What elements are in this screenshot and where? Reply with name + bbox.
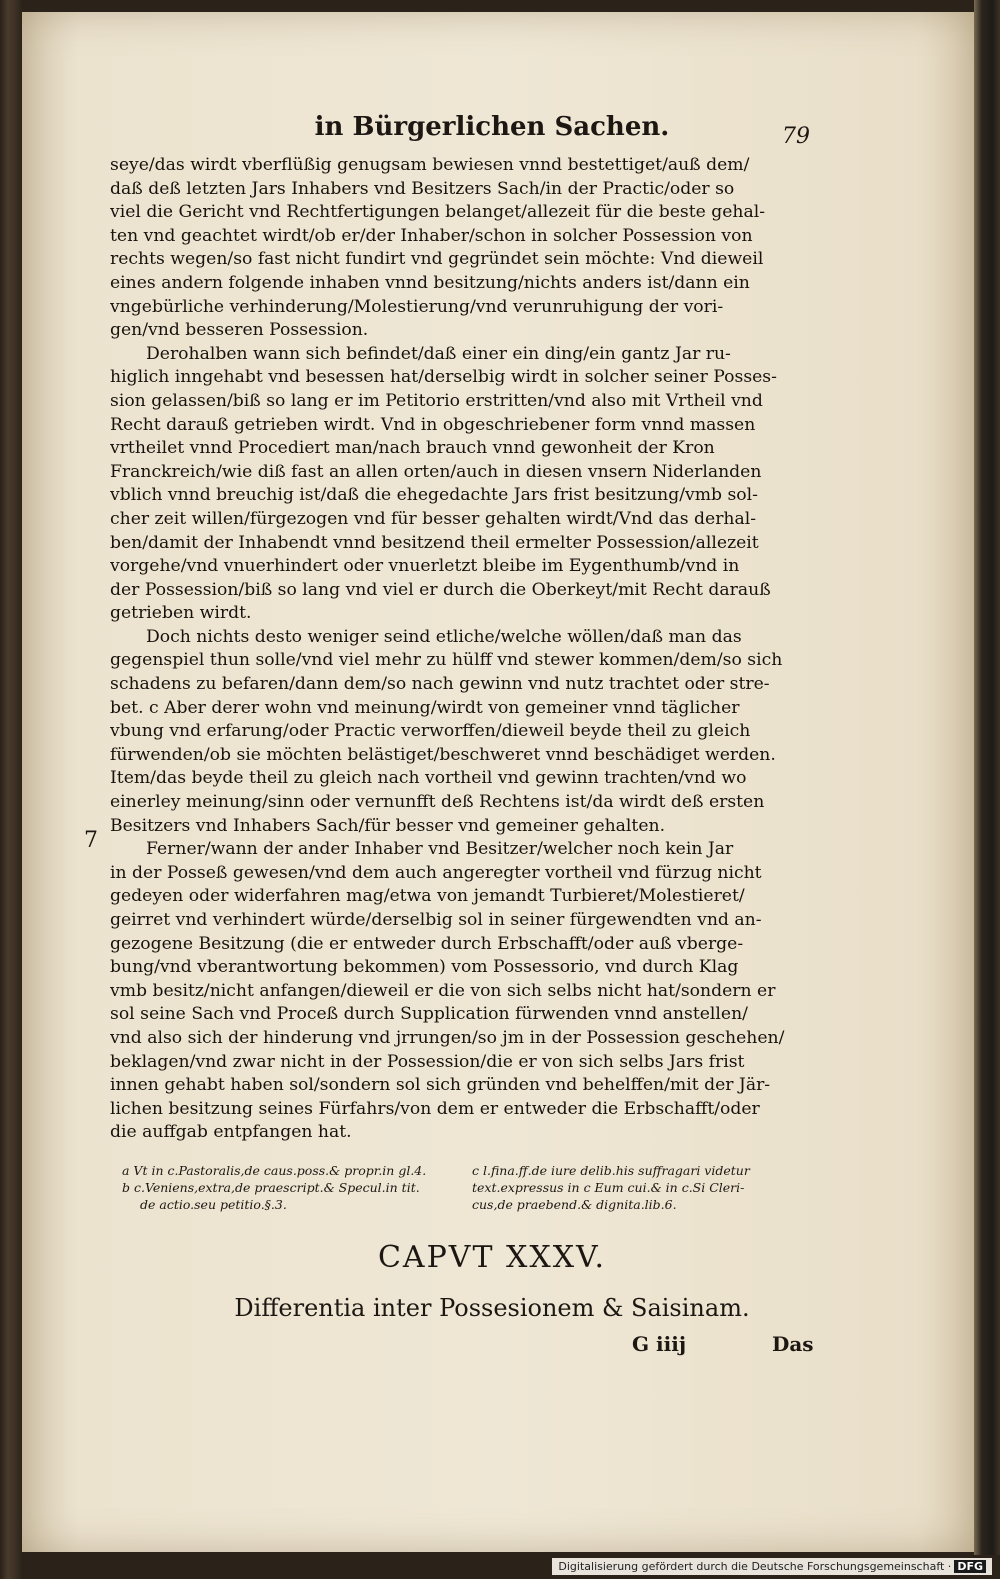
digitization-credit — [552, 1558, 992, 1575]
body-line: Ferner/wann der ander Inhaber vnd Besitzer/welcher noch kein Jar — [146, 839, 734, 860]
book-spine-edge — [974, 0, 1000, 1555]
body-line: vorgehe/vnd vnuerhindert oder vnuerletzt bleibe im Eygenthumb/vnd in — [110, 556, 740, 577]
body-line: eines andern folgende inhaben vnnd besitzung/nichts anders ist/dann ein — [110, 272, 750, 293]
body-line: getrieben wirdt. — [110, 603, 252, 624]
body-line: der Possession/biß so lang vnd viel er durch die Oberkeyt/mit Recht darauß — [110, 579, 771, 600]
dfg-logo: DFG — [954, 1560, 986, 1573]
signature-mark: G iiij — [632, 1332, 687, 1356]
body-line: Besitzers vnd Inhabers Sach/für besser vnd gemeiner gehalten. — [110, 815, 666, 836]
footnote-line: b c.Veniens,extra,de praescript.& Specul.in tit. — [122, 1180, 420, 1195]
body-line: einerley meinung/sinn oder vernunfft deß Rechtens ist/da wirdt deß ersten — [110, 792, 765, 813]
body-line: gedeyen oder widerfahren mag/etwa von jemandt Turbieret/Molestieret/ — [110, 886, 745, 907]
footnote-line: cus,de praebend.& dignita.lib.6. — [472, 1197, 677, 1212]
body-line: ben/damit der Inhabendt vnnd besitzend theil ermelter Possession/allezeit — [110, 532, 759, 553]
body-line: die auffgab entpfangen hat. — [110, 1122, 352, 1143]
chapter-subtitle: Differentia inter Possesionem & Saisinam. — [234, 1294, 750, 1322]
body-line: fürwenden/ob sie möchten belästiget/beschweret vnnd beschädiget werden. — [110, 744, 776, 765]
body-line: geirret vnd verhindert würde/derselbig sol in seiner fürgewendten vnd an- — [110, 910, 762, 930]
body-line: innen gehabt haben sol/sondern sol sich gründen vnd behelffen/mit der Jär- — [110, 1075, 771, 1096]
footnote-line: a Vt in c.Pastoralis,de caus.poss.& propr.in gl.4. — [122, 1163, 427, 1178]
body-line: cher zeit willen/fürgezogen vnd für besser gehalten wirdt/Vnd das derhal- — [110, 508, 757, 529]
body-line: vbung vnd erfarung/oder Practic verworffen/dieweil beyde theil zu gleich — [110, 721, 751, 742]
body-line: viel die Gericht vnd Rechtfertigungen belanget/allezeit für die beste gehal- — [110, 202, 766, 223]
catchword: Das — [772, 1332, 814, 1356]
body-line: rechts wegen/so fast nicht fundirt vnd gegründet sein möchte: Vnd dieweil — [110, 249, 764, 270]
body-line: sion gelassen/biß so lang er im Petitorio erstritten/vnd also mit Vrtheil vnd — [110, 390, 763, 411]
body-line: schadens zu befaren/dann dem/so nach gewinn vnd nutz trachtet oder stre- — [110, 674, 770, 695]
page-number: 79 — [782, 124, 810, 149]
body-line: in der Posseß gewesen/vnd dem auch angeregter vortheil vnd fürzug nicht — [110, 862, 762, 883]
body-line: Item/das beyde theil zu gleich nach vortheil vnd gewinn trachten/vnd wo — [110, 768, 747, 789]
body-line: Doch nichts desto weniger seind etliche/welche wöllen/daß man das — [146, 626, 742, 647]
body-line: sol seine Sach vnd Proceß durch Supplication fürwenden vnnd anstellen/ — [110, 1004, 748, 1025]
body-line: Franckreich/wie diß fast an allen orten/auch in diesen vnsern Niderlanden — [110, 461, 762, 482]
body-line: vmb besitz/nicht anfangen/dieweil er die von sich selbs nicht hat/sondern er — [110, 980, 776, 1001]
running-header: in Bürgerlichen Sachen. — [314, 112, 670, 142]
body-line: gen/vnd besseren Possession. — [110, 320, 369, 341]
body-line: Derohalben wann sich befindet/daß einer ein ding/ein gantz Jar ru- — [146, 343, 731, 364]
book-page — [22, 12, 974, 1552]
body-line: ten vnd geachtet wirdt/ob er/der Inhaber/schon in solcher Possession von — [110, 225, 753, 246]
body-line: bet. c Aber derer wohn vnd meinung/wirdt von gemeiner vnnd täglicher — [110, 697, 740, 718]
chapter-title: CAPVT XXXV. — [377, 1240, 607, 1275]
footnote-line: text.expressus in c Eum cui.& in c.Si Cleri- — [472, 1180, 745, 1195]
body-text — [110, 154, 820, 1145]
margin-number: 7 — [84, 828, 98, 853]
footnotes-left-column — [122, 1162, 462, 1213]
body-line: vnd also sich der hinderung vnd jrrungen/so jm in der Possession geschehen/ — [110, 1027, 785, 1048]
body-line: beklagen/vnd zwar nicht in der Possession/die er von sich selbs Jars frist — [110, 1051, 745, 1072]
body-line: Recht darauß getrieben wirdt. Vnd in obgeschriebener form vnnd massen — [110, 414, 756, 435]
body-line: vngebürliche verhinderung/Molestierung/vnd verunruhigung der vori- — [110, 296, 724, 317]
body-line: vblich vnnd breuchig ist/daß die ehegedachte Jars frist besitzung/vmb sol- — [110, 485, 758, 506]
footnote-line: c l.fina.ff.de iure delib.his suffragari videtur — [472, 1163, 750, 1178]
body-line: gegenspiel thun solle/vnd viel mehr zu hülff vnd stewer kommen/dem/so sich — [110, 650, 783, 671]
body-line: lichen besitzung seines Fürfahrs/von dem er entweder die Erbschafft/oder — [110, 1098, 760, 1119]
body-line: higlich inngehabt vnd besessen hat/derselbig wirdt in solcher seiner Posses- — [110, 367, 777, 388]
body-line: gezogene Besitzung (die er entweder durch Erbschafft/oder auß vberge- — [110, 933, 744, 954]
body-line: bung/vnd vberantwortung bekommen) vom Possessorio, vnd durch Klag — [110, 957, 739, 978]
credit-text: Digitalisierung gefördert durch die Deutsche Forschungsgemeinschaft · — [558, 1560, 952, 1573]
footnote-line: de actio.seu petitio.§.3. — [140, 1197, 287, 1212]
footnotes-right-column — [472, 1162, 812, 1213]
body-line: vrtheilet vnnd Procediert man/nach brauch vnnd gewonheit der Kron — [110, 438, 715, 459]
body-line: daß deß letzten Jars Inhabers vnd Besitzers Sach/in der Practic/oder so — [110, 178, 735, 199]
body-line: seye/das wirdt vberflüßig genugsam bewiesen vnnd bestettiget/auß dem/ — [110, 155, 750, 175]
